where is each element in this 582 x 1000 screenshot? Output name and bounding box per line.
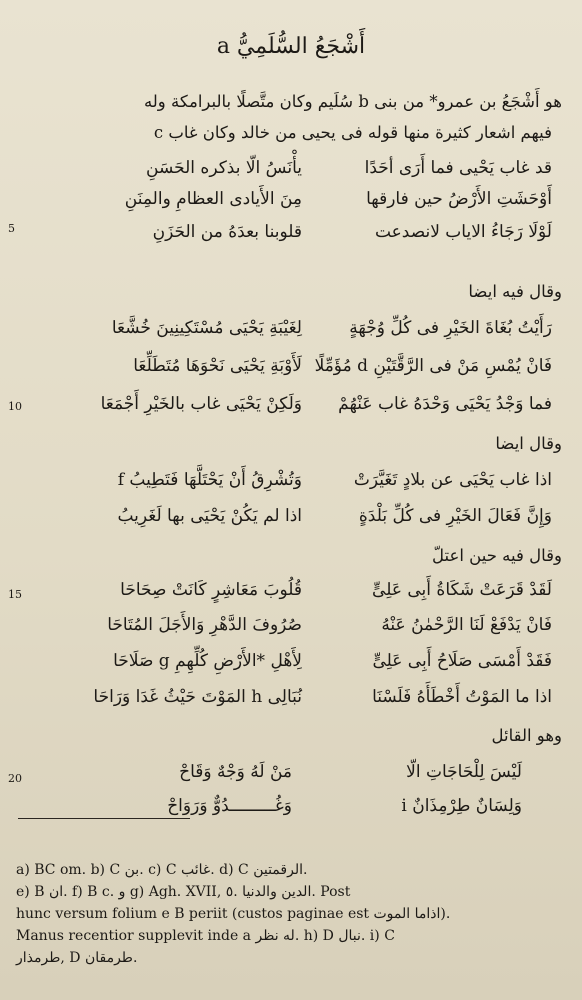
verse-line (52, 506, 552, 538)
verse-line (52, 470, 552, 502)
verse-hemistich-second: وَتُشْرِقُ أَنْ يَحْتَلَّهَا فَتَطِيبُ f (117, 470, 302, 490)
footnote-arabic: الدين والدنيا (242, 884, 312, 900)
verse-hemistich-first: فَانْ يَدْفَعْ لَنَا الرَّحْمٰنُ عَنْهُ (381, 615, 552, 635)
verse-line (52, 615, 552, 647)
footnote-text: . f) B c. (63, 884, 115, 900)
verse-hemistich-second: قلوبنا بعدَهُ من الحَزَنِ (152, 222, 302, 242)
verse-hemistich-first: اذا غاب يَحْيَى عن بلادٍ تَغَيَّرَتْ (353, 470, 552, 490)
verse-hemistich-first: لَقَدْ قَرَعَتْ شَكَاةُ أَبِى عَلِىٍّ (372, 580, 552, 600)
footnote-text: Manus recentior supplevit inde a (16, 928, 252, 944)
verse-hemistich-second: لِغَيْبَةِ يَحْيَى مُسْتَكِينِينَ خُشَّعَا (111, 318, 302, 338)
verse-line (52, 356, 552, 388)
verse-hemistich-second: وَلَكِنْ يَحْيَى غاب بالخَيْرِ أَجْمَعَا (100, 394, 302, 414)
prose-line: وقال فيه حين اعتلّ (432, 546, 562, 565)
prose-line: وقال فيه ايضا (468, 282, 562, 301)
line-number: 5 (8, 222, 15, 235)
footnote-text: hunc versum folium e B periit (custos paginae est (16, 906, 370, 922)
verse-hemistich-first: رَأَيْتُ بُغَاةَ الخَيْرِ فى كُلِّ وُجْهَةٍ (349, 318, 552, 338)
footnote-text: . (302, 862, 308, 878)
footnote-text: . h) D (294, 928, 334, 944)
footnote-line (16, 928, 572, 944)
prose-line: فيهم اشعار كثيرة منها قوله فى يحيى من خالد وكان غاب c (153, 123, 552, 142)
footnote-arabic: طرمقان (84, 950, 133, 966)
verse-line (52, 222, 552, 254)
verse-hemistich-first: قد غاب يَحْيى فما أَرَى أحَدًا (364, 158, 552, 178)
verse-line (52, 394, 552, 426)
verse-hemistich-first: أَوْحَشَتِ الأَرْضُ حين فارقها (366, 189, 552, 209)
footnote-line (16, 884, 572, 900)
footnote-text: . (132, 950, 138, 966)
verse-line (52, 189, 552, 221)
footnote-text: , D (60, 950, 81, 966)
footnote-arabic: اذاما الموت (373, 906, 441, 922)
footnote-line (16, 950, 572, 966)
verse-hemistich-second: مِنَ الأَيادى العظامِ والمِنَنِ (124, 189, 302, 209)
verse-line (102, 762, 522, 794)
verse-hemistich-second: اذا لم يَكُنْ يَحْيَى بها لَغَرِيبُ (117, 506, 302, 526)
verse-line (52, 318, 552, 350)
verse-hemistich-first: فَقَدْ أَمْسَى صَلَاحُ أَبِى عَلِىٍّ (372, 651, 552, 671)
footnote-text: . Post (311, 884, 351, 900)
verse-hemistich-second: نُبَالِى h المَوْتَ حَيْثُ غَدَا وَرَاحَا (93, 687, 302, 707)
verse-hemistich-first: وَلِسَانٌ طِرْمِذَانٌ i (401, 796, 522, 816)
footnote-text: . c) C (139, 862, 177, 878)
footnote-arabic: نبال (338, 928, 361, 944)
verse-hemistich-second: قُلُوبَ مَعَاشِرٍ كَانَتْ صِحَاحَا (120, 580, 302, 600)
poem-title: أَشْجَعُ السُّلَمِيُّ a (216, 34, 366, 59)
footnote-arabic: طرمذار (16, 950, 61, 966)
footnote-text: ). (440, 906, 451, 922)
prose-line: وقال ايضا (495, 434, 562, 453)
verse-line (102, 796, 522, 828)
verse-line (52, 651, 552, 683)
footnote-arabic: بن (124, 862, 140, 878)
footnote-arabic: ان (48, 884, 64, 900)
footnote-arabic: و (118, 884, 126, 900)
footnote-arabic: غائب (181, 862, 211, 878)
verse-hemistich-first: وَإِنَّ فَعَالَ الخَيْرِ فى كُلِّ بَلْدَةٍ (358, 506, 552, 526)
footnote-line (16, 862, 572, 878)
line-number: 20 (8, 772, 22, 785)
verse-line (52, 158, 552, 190)
prose-line: هو أَشْجَعُ بن عمرو* من بنى b سُلَيم وكان متَّصلًا بالبرامكة وله (143, 92, 562, 111)
verse-hemistich-first: اذا ما المَوْتُ أَخْطَأَهُ فَلَسْنَا (372, 687, 552, 707)
verse-hemistich-second: صُرُوفَ الدَّهْرِ وَالأَجَلَ المُتَاحَا (107, 615, 302, 635)
footnote-text: . i) C (360, 928, 395, 944)
verse-hemistich-first: لَيْسَ لِلْحَاجَاتِ الّا (406, 762, 522, 782)
verse-hemistich-first: فما وَجْدُ يَحْيَى وَحْدَهُ غاب عَنْهُمْ (338, 394, 552, 414)
footnote-text: a) BC om. b) C (16, 862, 121, 878)
footnote-arabic: له نظر (255, 928, 295, 944)
footnote-line (16, 906, 572, 922)
verse-hemistich-second: وَغُـــــــــدُوٌّ وَرَوَاحْ (167, 796, 292, 816)
prose-line: وهو القائل (491, 726, 562, 745)
line-number: 15 (8, 588, 22, 601)
verse-line (52, 687, 552, 719)
verse-hemistich-second: لَأَوْبَةِ يَحْيَى نَحْوَهَا مُتَطَلِّعَا (133, 356, 302, 376)
footnote-text: e) B (16, 884, 45, 900)
verse-hemistich-second: مَنْ لَهُ وَجْهٌ وَقَاحْ (179, 762, 292, 782)
line-number: 10 (8, 400, 22, 413)
verse-hemistich-second: يأْنَسُ الّا بذكره الحَسَنِ (146, 158, 302, 178)
verse-hemistich-second: لِأَهْلِ *الأَرْضِ كُلِّهِمِ g صَلَاحَا (113, 651, 302, 671)
footnote-divider (18, 818, 190, 819)
footnote-text: . d) C (210, 862, 249, 878)
verse-line (52, 580, 552, 612)
footnote-text: g) Agh. XVII, ٥. (129, 884, 238, 900)
footnote-arabic: الرقمتين (253, 862, 303, 878)
verse-hemistich-first: لَوْلَا رَجَاءُ الاياب لانصدعت (374, 222, 552, 242)
verse-hemistich-first: فَانْ يُمْسِ مَنْ فى الرَّقَّتَيْنِ d مُؤَمِّلًا (314, 356, 552, 376)
